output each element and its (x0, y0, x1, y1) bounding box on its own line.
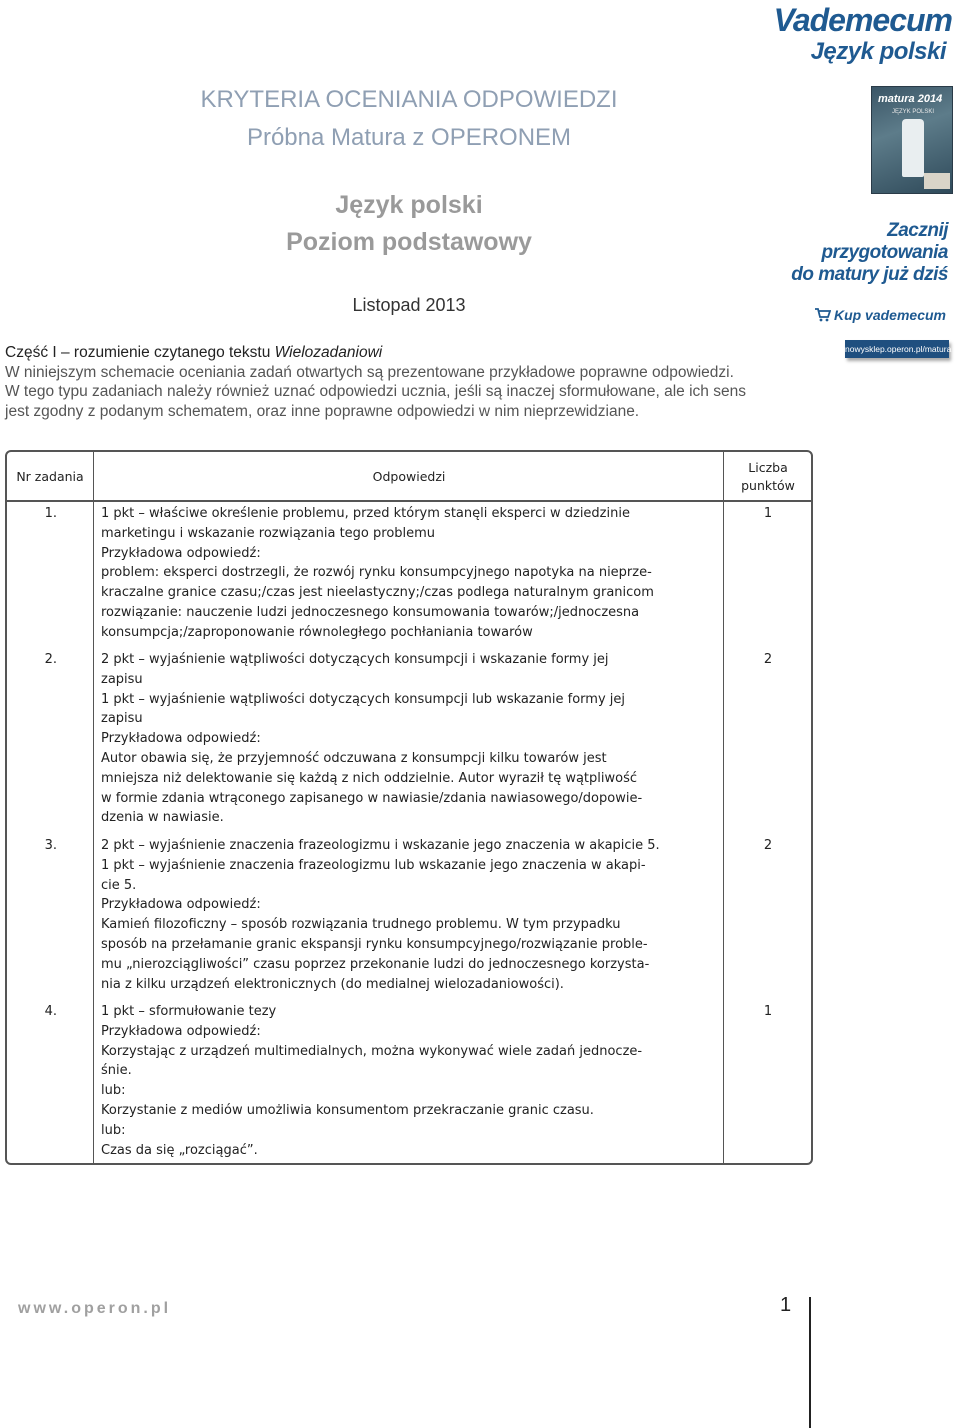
buy-vademecum-link[interactable] (815, 307, 946, 323)
answer-line: 2 pkt – wyjaśnienie wątpliwości dotyczących konsumpcji i wskazanie formy jej (101, 652, 609, 667)
part-heading: Część I – rozumienie czytanego tekstu Wielozadaniowi (5, 344, 383, 361)
answer-line: cie 5. (101, 877, 137, 893)
answer-line: zapisu (101, 671, 143, 687)
answer-line: rozwiązanie: nauczenie ludzi jednoczesnego konsumowania towarów;/jednoczesna (101, 604, 640, 620)
header-points (725, 459, 811, 495)
column-divider (93, 452, 94, 1163)
exam-title: Próbna Matura z OPERONEM (246, 124, 572, 151)
task-answer (101, 1002, 719, 1160)
answer-line: 1 pkt – wyjaśnienie znaczenia frazeologizmu lub wskazanie jego znaczenia w akapi- (101, 857, 646, 873)
promo-text (791, 220, 948, 286)
answer-line: Przykładowa odpowiedź: (101, 731, 261, 747)
task-number: 2. (44, 652, 57, 667)
answer-line: zapisu (101, 711, 143, 727)
header-divider (7, 500, 811, 502)
answer-line: lub: (101, 1122, 126, 1138)
answer-line: kraczalne granice czasu;/czas jest nieelastyczny;/czas podlega naturalnym granicom (101, 585, 654, 601)
answer-line: Korzystanie z mediów umożliwia konsumentom przekraczanie granic czasu. (101, 1102, 594, 1118)
answer-line: mu „nierozciągliwości” czasu poprzez przekonanie ludzi do jednoczesnego korzysta- (101, 956, 650, 972)
header-points-line: punktów (741, 478, 795, 493)
footer-divider (809, 1297, 811, 1428)
promo-line: przygotowania (821, 242, 948, 263)
task-points: 2 (763, 652, 773, 667)
answer-line: Przykładowa odpowiedź: (101, 897, 261, 913)
intro-line: W tego typu zadaniach należy również uznać odpowiedzi ucznia, jeśli są inaczej sformułowane, ale ich sens (5, 383, 746, 400)
header-answers: Odpowiedzi (372, 469, 446, 484)
subject-title: Język polski (335, 191, 483, 219)
header-points-line: Liczba (748, 460, 788, 475)
exam-date: Listopad 2013 (352, 295, 466, 315)
level-title: Poziom podstawowy (286, 228, 532, 256)
cover-subtitle: JĘZYK POLSKI (892, 109, 935, 115)
cover-badge (924, 173, 950, 189)
cover-title: matura 2014 (878, 93, 943, 105)
intro-line: jest zgodny z podanym schematem, oraz inne poprawne odpowiedzi w nim nieprzewidziane. (5, 402, 640, 420)
answer-line: śnie. (101, 1063, 132, 1079)
answer-line: Przykładowa odpowiedź: (101, 545, 261, 561)
answer-line: 1 pkt – wyjaśnienie wątpliwości dotyczących konsumpcji lub wskazanie formy jej (101, 691, 625, 707)
brand-vademecum: Vademecum (773, 2, 952, 38)
answer-line: marketingu i wskazanie rozwiązania tego problemu (101, 525, 436, 541)
book-cover-image[interactable] (871, 86, 953, 194)
criteria-title: KRYTERIA OCENIANIA ODPOWIEDZI (200, 86, 618, 113)
intro-line: W niniejszym schemacie oceniania zadań otwartych są prezentowane przykładowe poprawne odpowiedzi. (5, 363, 734, 381)
answer-line: lub: (101, 1083, 126, 1099)
task-answer (101, 836, 719, 994)
answer-line: 1 pkt – sformułowanie tezy (101, 1004, 277, 1019)
task-answer (101, 650, 719, 828)
cart-icon (815, 308, 831, 322)
promo-line: Zacznij (887, 220, 948, 241)
answer-line: mniejsza niż delektowanie się każdą z nich oddzielnie. Autor wyraził tę wątpliwość (101, 770, 638, 786)
task-points: 2 (763, 838, 773, 853)
answer-line: Czas da się „rozciągać”. (101, 1142, 258, 1158)
shop-url-link[interactable]: nowysklep.operon.pl/matura (845, 340, 949, 358)
answer-line: w formie zdania wtrąconego zapisanego w nawiasie/zdania nawiasowego/dopowie- (101, 790, 643, 806)
task-points: 1 (763, 506, 773, 521)
answer-line: dzenia w nawiasie. (101, 810, 224, 826)
answer-line: nia z kilku urządzeń elektronicznych (do medialnej wielozadaniowości). (101, 976, 564, 992)
task-points: 1 (763, 1004, 773, 1019)
answer-line: Kamień filozoficzny – sposób rozwiązania trudnego problemu. W tym przypadku (101, 917, 621, 933)
task-answer (101, 504, 719, 643)
answer-line: 2 pkt – wyjaśnienie znaczenia frazeologizmu i wskazanie jego znaczenia w akapicie 5. (101, 838, 660, 853)
page-number: 1 (780, 1294, 792, 1316)
answer-line: sposób na przełamanie granic ekspansji rynku konsumpcyjnego/rozwiązanie proble- (101, 936, 648, 952)
column-divider (723, 452, 724, 1163)
task-number: 4. (44, 1004, 57, 1019)
answer-line: Przykładowa odpowiedź: (101, 1023, 261, 1039)
part-title: Wielozadaniowi (274, 344, 383, 361)
answer-line: Korzystając z urządzeń multimedialnych, można wykonywać wiele zadań jednocze- (101, 1043, 643, 1059)
answer-line: problem: eksperci dostrzegli, że rozwój rynku konsumpcyjnego napotyka na nieprze- (101, 565, 652, 581)
buy-label: Kup vademecum (833, 307, 946, 323)
cover-figure (902, 119, 924, 177)
answer-line: 1 pkt – właściwe określenie problemu, przed którym stanęli eksperci w dziedzinie (101, 506, 630, 521)
answer-line: Autor obawia się, że przyjemność odczuwana z konsumpcji kilku towarów jest (101, 750, 607, 766)
header-task-number: Nr zadania (16, 469, 84, 484)
promo-line: do matury już dziś (791, 264, 948, 285)
task-number: 1. (44, 506, 57, 521)
footer-website-link[interactable]: www.operon.pl (18, 1300, 172, 1317)
intro-text (5, 343, 817, 421)
answer-line: konsumpcja;/zaproponowanie równoległego pochłaniania towarów (101, 624, 533, 640)
brand-subject: Język polski (810, 38, 946, 65)
task-number: 3. (44, 838, 57, 853)
